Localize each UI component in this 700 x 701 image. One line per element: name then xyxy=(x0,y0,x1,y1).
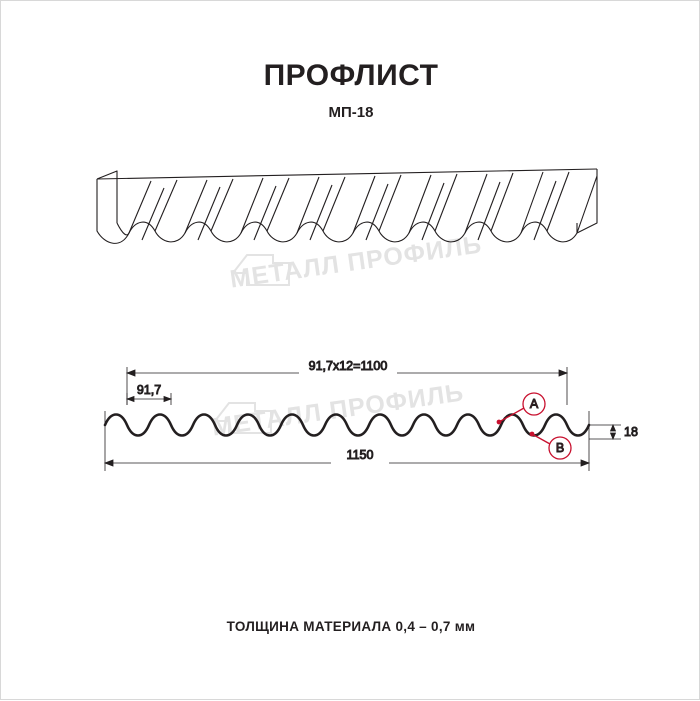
material-thickness-note: ТОЛЩИНА МАТЕРИАЛА 0,4 – 0,7 мм xyxy=(226,619,476,634)
callout-a-label: A xyxy=(529,397,539,411)
section-profile-view xyxy=(105,359,638,471)
watermark-logo-bottom xyxy=(215,403,271,433)
page-subtitle: МП-18 xyxy=(328,104,374,121)
corrugated-sheet-3d xyxy=(97,169,597,243)
dim-height xyxy=(611,425,616,439)
callout-b xyxy=(530,432,571,459)
watermark-logo-top xyxy=(233,255,289,285)
dim-working-width-label: 91,7х12=1100 xyxy=(308,359,388,373)
callout-b-label: B xyxy=(555,441,565,455)
watermark-top-text: МЕТАЛЛ ПРОФИЛЬ xyxy=(228,230,484,294)
page-title: ПРОФЛИСТ xyxy=(263,59,439,92)
dim-pitch-label: 91,7 xyxy=(136,383,162,397)
dim-pitch xyxy=(127,397,171,402)
dim-total-width-label: 1150 xyxy=(346,448,374,462)
diagram-canvas xyxy=(1,1,700,701)
watermark-bottom-text: МЕТАЛЛ ПРОФИЛЬ xyxy=(210,378,466,442)
profile-section-line xyxy=(105,415,589,436)
dim-height-label: 18 xyxy=(624,425,638,439)
